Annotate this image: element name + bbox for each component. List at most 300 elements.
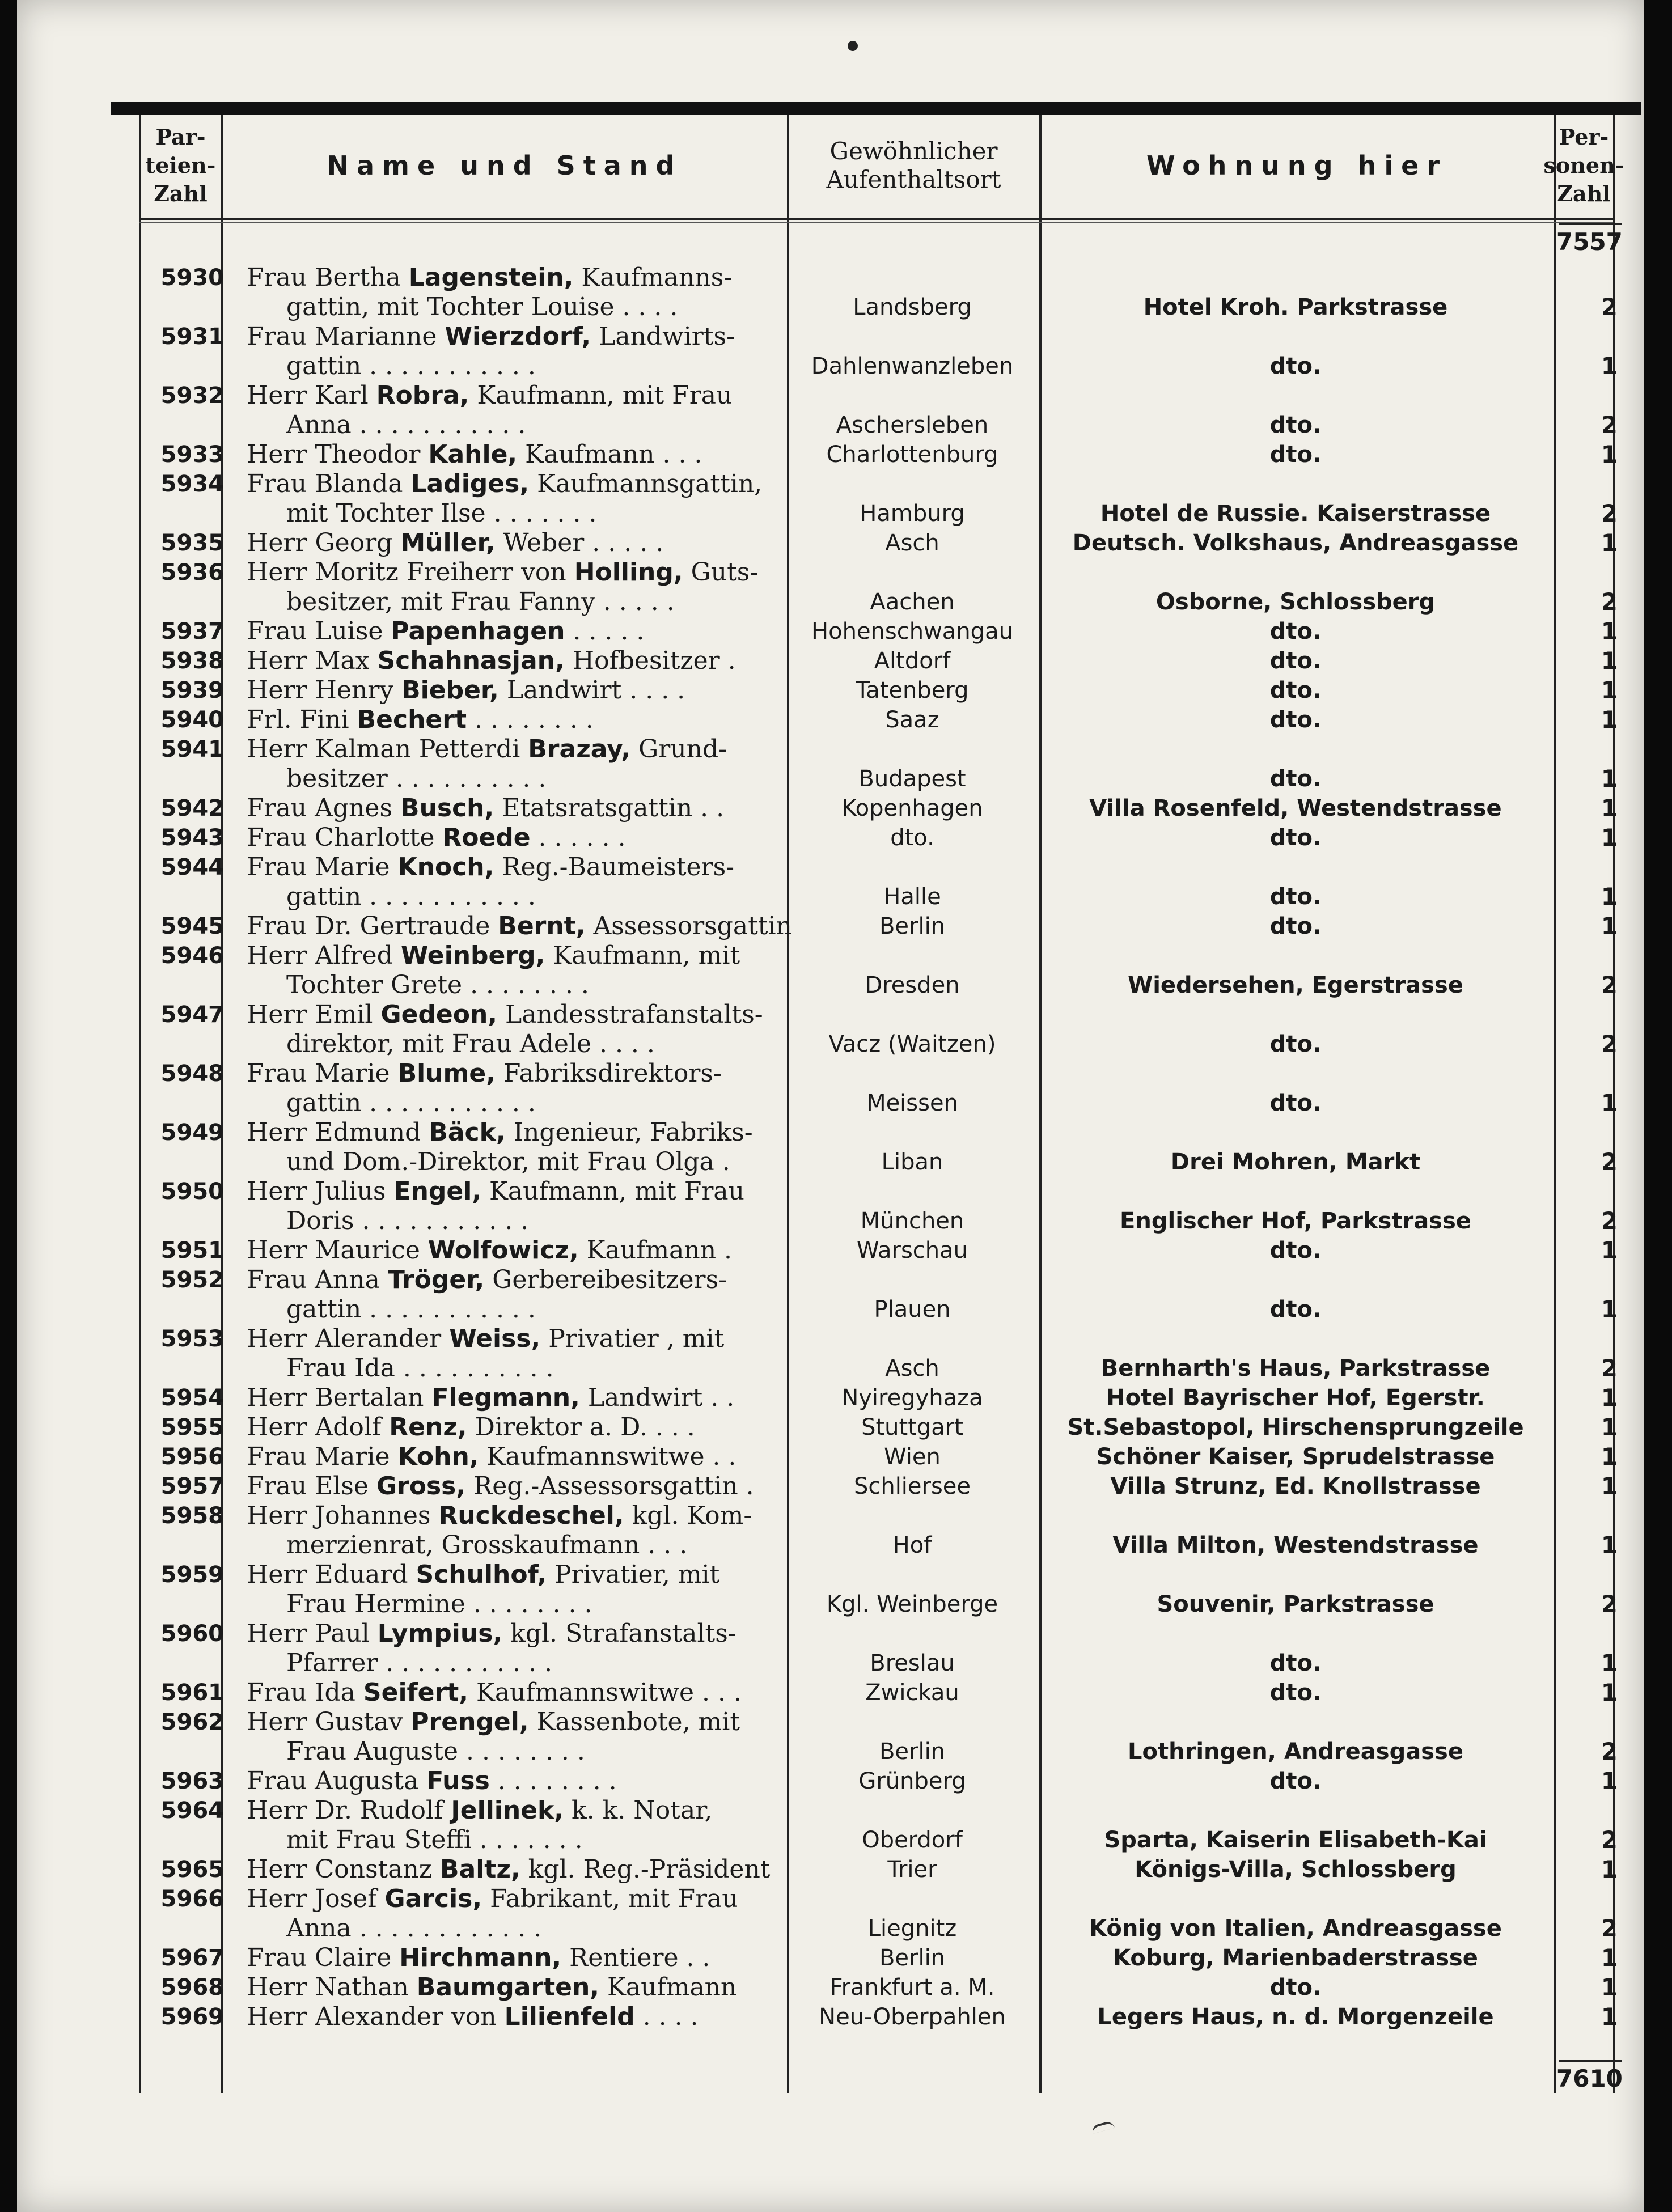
- usual-residence: Warschau: [857, 1238, 968, 1264]
- guest-name: [247, 1707, 882, 1766]
- usual-residence: Altdorf: [874, 648, 951, 674]
- name-line-1: [247, 1973, 882, 2002]
- name-line-1: [247, 617, 882, 646]
- guest-occupation: Reg.-Assessorsgattin .: [473, 1472, 754, 1501]
- person-count: 1: [1601, 794, 1618, 822]
- name-line-2: merzienrat, Grosskaufmann . . .: [286, 1531, 688, 1560]
- party-number: 5930: [160, 265, 224, 291]
- local-lodging: dto.: [1269, 825, 1322, 851]
- name-line-2: Anna . . . . . . . . . . .: [286, 410, 526, 439]
- usual-residence: Asch: [885, 1355, 939, 1382]
- usual-residence: Berlin: [879, 1739, 946, 1765]
- guest-title: Herr Emil: [247, 1000, 373, 1029]
- guest-surname: Lympius,: [377, 1619, 503, 1648]
- guest-surname: Papenhagen: [391, 617, 565, 646]
- party-number: 5935: [160, 530, 224, 556]
- carry-rule: [1559, 223, 1622, 225]
- person-count: 1: [1601, 1944, 1618, 1972]
- entry-row: [128, 1236, 1630, 1265]
- name-line-1: [247, 853, 882, 882]
- entry-row: [128, 440, 1630, 469]
- guest-title: Herr Johannes: [247, 1501, 431, 1530]
- guest-title: Herr Dr. Rudolf: [247, 1796, 443, 1825]
- guest-occupation: . . . . . . . .: [497, 1766, 617, 1795]
- ink-mark: [1091, 2120, 1115, 2134]
- usual-residence: Schliersee: [853, 1473, 971, 1499]
- name-line-2: gattin . . . . . . . . . . .: [286, 351, 536, 380]
- person-count: 1: [1601, 676, 1618, 704]
- name-line-2: besitzer, mit Frau Fanny . . . . .: [286, 587, 675, 616]
- party-number: 5951: [160, 1238, 224, 1264]
- name-line-1: [247, 705, 882, 735]
- guest-occupation: Weber . . . . .: [503, 528, 664, 557]
- guest-name: [247, 322, 882, 381]
- guest-surname: Kahle,: [428, 440, 518, 469]
- local-lodging: dto.: [1269, 618, 1322, 645]
- guest-occupation: Landesstrafanstalts-: [505, 1000, 763, 1029]
- person-count: 1: [1601, 2003, 1618, 2031]
- guest-surname: Garcis,: [384, 1884, 482, 1913]
- person-count: 1: [1601, 352, 1618, 380]
- header-line: sonen-: [1543, 152, 1624, 178]
- entry-row: [128, 1796, 1630, 1855]
- usual-residence: Zwickau: [865, 1680, 959, 1706]
- party-number: 5967: [160, 1945, 224, 1971]
- usual-residence: Kopenhagen: [841, 795, 983, 821]
- guest-surname: Hirchmann,: [399, 1943, 562, 1972]
- usual-residence: Charlottenburg: [826, 442, 998, 468]
- party-number: 5942: [160, 795, 224, 821]
- guest-surname: Schahnasjan,: [377, 646, 565, 675]
- local-lodging: Villa Rosenfeld, Westendstrasse: [1089, 795, 1502, 821]
- guest-surname: Ruckdeschel,: [438, 1501, 624, 1530]
- guest-title: Herr Paul: [247, 1619, 370, 1648]
- guest-title: Frau Blanda: [247, 469, 403, 498]
- party-number: 5932: [160, 383, 224, 409]
- party-number: 5959: [160, 1562, 224, 1588]
- local-lodging: dto.: [1269, 442, 1322, 468]
- usual-residence: Grünberg: [858, 1768, 966, 1794]
- person-count: 2: [1601, 293, 1618, 321]
- name-line-1: [247, 1796, 882, 1825]
- guest-name: [247, 1383, 882, 1413]
- local-lodging: dto.: [1269, 766, 1322, 792]
- name-line-2: Frau Ida . . . . . . . . . .: [286, 1354, 554, 1383]
- party-number: 5941: [160, 736, 224, 762]
- guest-surname: Gross,: [376, 1472, 466, 1501]
- guest-occupation: kgl. Kom-: [632, 1501, 752, 1530]
- guest-name: [247, 1059, 882, 1118]
- guest-title: Frau Augusta: [247, 1766, 419, 1795]
- entry-row: [128, 381, 1630, 440]
- local-lodging: Hotel de Russie. Kaiserstrasse: [1100, 501, 1491, 527]
- guest-occupation: Rentiere . .: [569, 1943, 710, 1972]
- local-lodging: Deutsch. Volkshaus, Andreasgasse: [1072, 530, 1519, 556]
- usual-residence: Halle: [883, 884, 941, 910]
- guest-occupation: Kassenbote, mit: [536, 1707, 740, 1736]
- usual-residence: Landsberg: [853, 294, 972, 320]
- guest-occupation: Gerbereibesitzers-: [492, 1265, 727, 1294]
- carried-forward-total: 7557: [1556, 228, 1623, 256]
- guest-surname: Kohn,: [397, 1442, 479, 1471]
- usual-residence: Stuttgart: [861, 1414, 963, 1440]
- guest-name: [247, 1884, 882, 1943]
- name-line-1: [247, 1472, 882, 1501]
- name-line-2: mit Frau Steffi . . . . . . .: [286, 1825, 583, 1854]
- party-number: 5940: [160, 707, 224, 733]
- entry-row: [128, 263, 1630, 322]
- name-line-1: [247, 1236, 882, 1265]
- guest-surname: Bäck,: [429, 1118, 506, 1147]
- guest-surname: Baumgarten,: [416, 1973, 599, 2002]
- guest-name: [247, 263, 882, 322]
- usual-residence: Nyiregyhaza: [841, 1385, 983, 1411]
- guest-occupation: Landwirt . . . .: [506, 676, 685, 705]
- local-lodging: Osborne, Schlossberg: [1155, 589, 1436, 615]
- scanned-page: [17, 0, 1644, 2212]
- name-line-2: gattin, mit Tochter Louise . . . .: [286, 293, 678, 321]
- person-count: 2: [1601, 1914, 1618, 1942]
- guest-title: Frau Anna: [247, 1265, 380, 1294]
- ink-speck: [848, 41, 858, 51]
- guest-surname: Schulhof,: [416, 1560, 547, 1589]
- usual-residence: Vacz (Waitzen): [828, 1031, 996, 1057]
- guest-title: Frau Dr. Gertraude: [247, 912, 490, 940]
- person-count: 2: [1601, 1738, 1618, 1765]
- entry-row: [128, 1324, 1630, 1383]
- person-count: 1: [1601, 1384, 1618, 1412]
- person-count: 1: [1601, 765, 1618, 793]
- guest-title: Herr Julius: [247, 1177, 386, 1206]
- usual-residence: Asch: [885, 530, 939, 556]
- guest-name: [247, 1796, 882, 1855]
- person-count: 1: [1601, 1443, 1618, 1471]
- local-lodging: Bernharth's Haus, Parkstrasse: [1100, 1355, 1491, 1382]
- guest-occupation: Kaufmannswitwe . .: [486, 1442, 736, 1471]
- guest-title: Herr Henry: [247, 676, 394, 705]
- guest-name: [247, 469, 882, 528]
- entry-row: [128, 941, 1630, 1000]
- guest-surname: Weinberg,: [400, 941, 545, 970]
- name-line-1: [247, 322, 882, 351]
- entry-row: [128, 1766, 1630, 1796]
- guest-name: [247, 2002, 882, 2032]
- name-line-1: [247, 912, 882, 941]
- usual-residence: dto.: [890, 825, 934, 851]
- guest-name: [247, 823, 882, 853]
- guest-title: Herr Eduard: [247, 1560, 408, 1589]
- name-line-1: [247, 823, 882, 853]
- local-lodging: König von Italien, Andreasgasse: [1089, 1916, 1502, 1942]
- guest-surname: Prengel,: [410, 1707, 529, 1736]
- usual-residence: Frankfurt a. M.: [829, 1974, 995, 2001]
- guest-title: Frau Agnes: [247, 794, 393, 823]
- local-lodging: dto.: [1269, 648, 1322, 674]
- entry-row: [128, 912, 1630, 941]
- guest-name: [247, 1236, 882, 1265]
- entry-row: [128, 1442, 1630, 1472]
- guest-name: [247, 1766, 882, 1796]
- guest-name: [247, 1678, 882, 1707]
- guest-surname: Bechert: [357, 705, 467, 734]
- name-line-1: [247, 440, 882, 469]
- local-lodging: St.Sebastopol, Hirschensprungzeile: [1067, 1414, 1524, 1440]
- usual-residence: Hohenschwangau: [811, 618, 1013, 645]
- guest-surname: Renz,: [389, 1413, 467, 1442]
- guest-title: Herr Alfred: [247, 941, 393, 970]
- guest-title: Frau Claire: [247, 1943, 392, 1972]
- guest-occupation: Fabriksdirektors-: [503, 1059, 722, 1088]
- entry-row: [128, 1118, 1630, 1177]
- header-line: Zahl: [154, 181, 208, 206]
- guest-title: Herr Edmund: [247, 1118, 421, 1147]
- local-lodging: Sparta, Kaiserin Elisabeth-Kai: [1104, 1827, 1487, 1853]
- entry-row: [128, 1177, 1630, 1236]
- entry-row: [128, 646, 1630, 676]
- entry-row: [128, 558, 1630, 617]
- guest-title: Herr Karl: [247, 381, 369, 410]
- guest-surname: Gedeon,: [380, 1000, 498, 1029]
- guest-occupation: Kaufmann, mit Frau: [477, 381, 733, 410]
- local-lodging: dto.: [1269, 1768, 1322, 1794]
- usual-residence: Aschersleben: [836, 412, 989, 438]
- party-number: 5950: [160, 1179, 224, 1205]
- usual-residence: Dresden: [865, 972, 960, 998]
- entry-row: [128, 1383, 1630, 1413]
- person-count: 1: [1601, 1649, 1618, 1677]
- usual-residence: Meissen: [866, 1090, 958, 1116]
- person-count: 1: [1601, 1472, 1618, 1500]
- person-count: 1: [1601, 1855, 1618, 1883]
- party-number: 5965: [160, 1857, 224, 1883]
- guest-occupation: Privatier, mit: [554, 1560, 720, 1589]
- party-number: 5963: [160, 1768, 224, 1794]
- person-count: 2: [1601, 588, 1618, 616]
- name-line-1: [247, 469, 882, 499]
- guest-title: Frau Marie: [247, 1442, 390, 1471]
- party-number: 5964: [160, 1798, 224, 1824]
- guest-name: [247, 1560, 882, 1619]
- name-line-1: [247, 1678, 882, 1707]
- entry-row: [128, 528, 1630, 558]
- guest-name: [247, 440, 882, 469]
- name-line-2: mit Tochter Ilse . . . . . . .: [286, 499, 597, 528]
- local-lodging: Hotel Kroh. Parkstrasse: [1143, 294, 1448, 320]
- usual-residence: Saaz: [885, 707, 939, 733]
- guest-surname: Tröger,: [387, 1265, 485, 1294]
- person-count: 2: [1601, 499, 1618, 527]
- guest-name: [247, 1973, 882, 2002]
- local-lodging: dto.: [1269, 1650, 1322, 1676]
- person-count: 1: [1601, 1413, 1618, 1441]
- entry-row: [128, 1884, 1630, 1943]
- guest-name: [247, 1619, 882, 1678]
- name-line-1: [247, 1118, 882, 1147]
- name-line-1: [247, 1383, 882, 1413]
- guest-surname: Engel,: [393, 1177, 482, 1206]
- person-count: 1: [1601, 1531, 1618, 1559]
- name-line-1: [247, 1707, 882, 1737]
- guest-title: Frau Else: [247, 1472, 369, 1501]
- header-party-number: [140, 115, 221, 217]
- party-number: 5936: [160, 560, 224, 586]
- guest-occupation: Reg.-Baumeisters-: [502, 853, 735, 882]
- guest-surname: Lagenstein,: [408, 263, 574, 292]
- local-lodging: Drei Mohren, Markt: [1170, 1149, 1421, 1175]
- person-count: 1: [1601, 706, 1618, 734]
- guest-list-table: [128, 115, 1630, 2093]
- party-number: 5960: [160, 1621, 224, 1647]
- guest-surname: Wierzdorf,: [445, 322, 591, 351]
- person-count: 1: [1601, 440, 1618, 468]
- header-lodging: Wohnung hier: [1146, 150, 1448, 181]
- entry-row: [128, 853, 1630, 912]
- usual-residence: Budapest: [858, 766, 966, 792]
- guest-surname: Wolfowicz,: [427, 1236, 579, 1265]
- entry-row: [128, 1855, 1630, 1884]
- guest-name: [247, 1118, 882, 1177]
- guest-occupation: Kaufmannsgattin,: [537, 469, 763, 498]
- header-rule: [139, 218, 1613, 220]
- guest-occupation: . . . . .: [573, 617, 645, 646]
- guest-occupation: Fabrikant, mit Frau: [490, 1884, 738, 1913]
- person-count: 2: [1601, 1207, 1618, 1235]
- local-lodging: dto.: [1269, 412, 1322, 438]
- guest-title: Herr Alexander von: [247, 2002, 497, 2031]
- guest-name: [247, 1501, 882, 1560]
- usual-residence: Hof: [892, 1532, 932, 1558]
- total-rule: [1559, 2060, 1622, 2062]
- entry-row: [128, 2002, 1630, 2032]
- person-count: 2: [1601, 1354, 1618, 1382]
- guest-title: Herr Theodor: [247, 440, 421, 469]
- person-count: 2: [1601, 411, 1618, 439]
- local-lodging: dto.: [1269, 1238, 1322, 1264]
- guest-name: [247, 1943, 882, 1973]
- name-line-2: besitzer . . . . . . . . . .: [286, 764, 547, 793]
- usual-residence: Breslau: [870, 1650, 955, 1676]
- entry-row: [128, 1973, 1630, 2002]
- name-line-1: [247, 735, 882, 764]
- party-number: 5961: [160, 1680, 224, 1706]
- name-line-2: Anna . . . . . . . . . . . .: [286, 1914, 542, 1943]
- guest-occupation: Guts-: [691, 558, 759, 587]
- person-count: 1: [1601, 1295, 1618, 1323]
- guest-name: [247, 1324, 882, 1383]
- guest-occupation: kgl. Strafanstalts-: [510, 1619, 736, 1648]
- guest-surname: Brazay,: [528, 735, 631, 764]
- guest-surname: Roede: [442, 823, 531, 852]
- local-lodging: Legers Haus, n. d. Morgenzeile: [1097, 2004, 1494, 2030]
- page-total: 7610: [1556, 2065, 1623, 2092]
- usual-residence: Berlin: [879, 1945, 946, 1971]
- guest-title: Frau Luise: [247, 617, 383, 646]
- header-line: Zahl: [1557, 181, 1611, 206]
- local-lodging: dto.: [1269, 913, 1322, 939]
- name-line-1: [247, 1059, 882, 1088]
- guest-occupation: Kaufmann .: [586, 1236, 733, 1265]
- entry-row: [128, 1059, 1630, 1118]
- guest-name: [247, 941, 882, 1000]
- party-number: 5934: [160, 471, 224, 497]
- local-lodging: Wiedersehen, Egerstrasse: [1128, 972, 1463, 998]
- guest-name: [247, 1855, 882, 1884]
- header-line: Per-: [1559, 124, 1609, 150]
- guest-title: Herr Alerander: [247, 1324, 442, 1353]
- name-line-2: Frau Hermine . . . . . . . .: [286, 1590, 592, 1618]
- guest-name: [247, 1413, 882, 1442]
- name-line-1: [247, 1619, 882, 1649]
- guest-title: Herr Georg: [247, 528, 393, 557]
- local-lodging: Hotel Bayrischer Hof, Egerstr.: [1106, 1385, 1485, 1411]
- guest-occupation: k. k. Notar,: [572, 1796, 713, 1825]
- guest-name: [247, 617, 882, 646]
- guest-occupation: Assessorsgattin: [593, 912, 792, 940]
- name-line-1: [247, 2002, 882, 2032]
- name-line-2: direktor, mit Frau Adele . . . .: [286, 1029, 655, 1058]
- entry-row: [128, 735, 1630, 794]
- usual-residence: Aachen: [870, 589, 955, 615]
- party-number: 5968: [160, 1974, 224, 2001]
- guest-occupation: Kaufmann: [607, 1973, 737, 2002]
- person-count: 2: [1601, 1826, 1618, 1854]
- entry-row: [128, 617, 1630, 646]
- party-number: 5939: [160, 677, 224, 704]
- entry-row: [128, 1000, 1630, 1059]
- guest-surname: Müller,: [400, 528, 496, 557]
- guest-title: Herr Gustav: [247, 1707, 403, 1736]
- guest-title: Frau Charlotte: [247, 823, 435, 852]
- person-count: 1: [1601, 1236, 1618, 1264]
- header-line: Par-: [155, 124, 206, 150]
- guest-title: Herr Kalman Petterdi: [247, 735, 520, 764]
- guest-title: Herr Max: [247, 646, 370, 675]
- name-line-1: [247, 1560, 882, 1590]
- guest-surname: Bernt,: [498, 912, 586, 940]
- name-line-1: [247, 381, 882, 410]
- header-line: Aufenthaltsort: [826, 166, 1001, 193]
- party-number: 5948: [160, 1061, 224, 1087]
- entry-row: [128, 1678, 1630, 1707]
- guest-surname: Holling,: [574, 558, 683, 587]
- entry-row: [128, 705, 1630, 735]
- person-count: 1: [1601, 1679, 1618, 1706]
- guest-surname: Lilienfeld: [504, 2002, 635, 2031]
- guest-occupation: Kaufmann, mit Frau: [489, 1177, 744, 1206]
- local-lodging: Englischer Hof, Parkstrasse: [1120, 1208, 1471, 1234]
- name-line-2: Doris . . . . . . . . . . .: [286, 1206, 529, 1235]
- guest-title: Frau Marie: [247, 1059, 390, 1088]
- name-line-1: [247, 558, 882, 587]
- guest-surname: Baltz,: [439, 1855, 520, 1884]
- guest-name: [247, 1265, 882, 1324]
- usual-residence: Oberdorf: [862, 1827, 963, 1853]
- guest-title: Herr Bertalan: [247, 1383, 424, 1412]
- usual-residence: Plauen: [874, 1296, 951, 1323]
- guest-occupation: Grund-: [638, 735, 727, 764]
- guest-occupation: Landwirts-: [599, 322, 735, 351]
- usual-residence: Dahlenwanzleben: [811, 353, 1014, 379]
- guest-title: Herr Moritz Freiherr von: [247, 558, 566, 587]
- guest-surname: Jellinek,: [451, 1796, 564, 1825]
- name-line-1: [247, 1000, 882, 1029]
- local-lodging: dto.: [1269, 884, 1322, 910]
- local-lodging: dto.: [1269, 1296, 1322, 1323]
- usual-residence: München: [860, 1208, 964, 1234]
- guest-occupation: kgl. Reg.-Präsident: [528, 1855, 771, 1884]
- guest-name: [247, 794, 882, 823]
- name-line-1: [247, 646, 882, 676]
